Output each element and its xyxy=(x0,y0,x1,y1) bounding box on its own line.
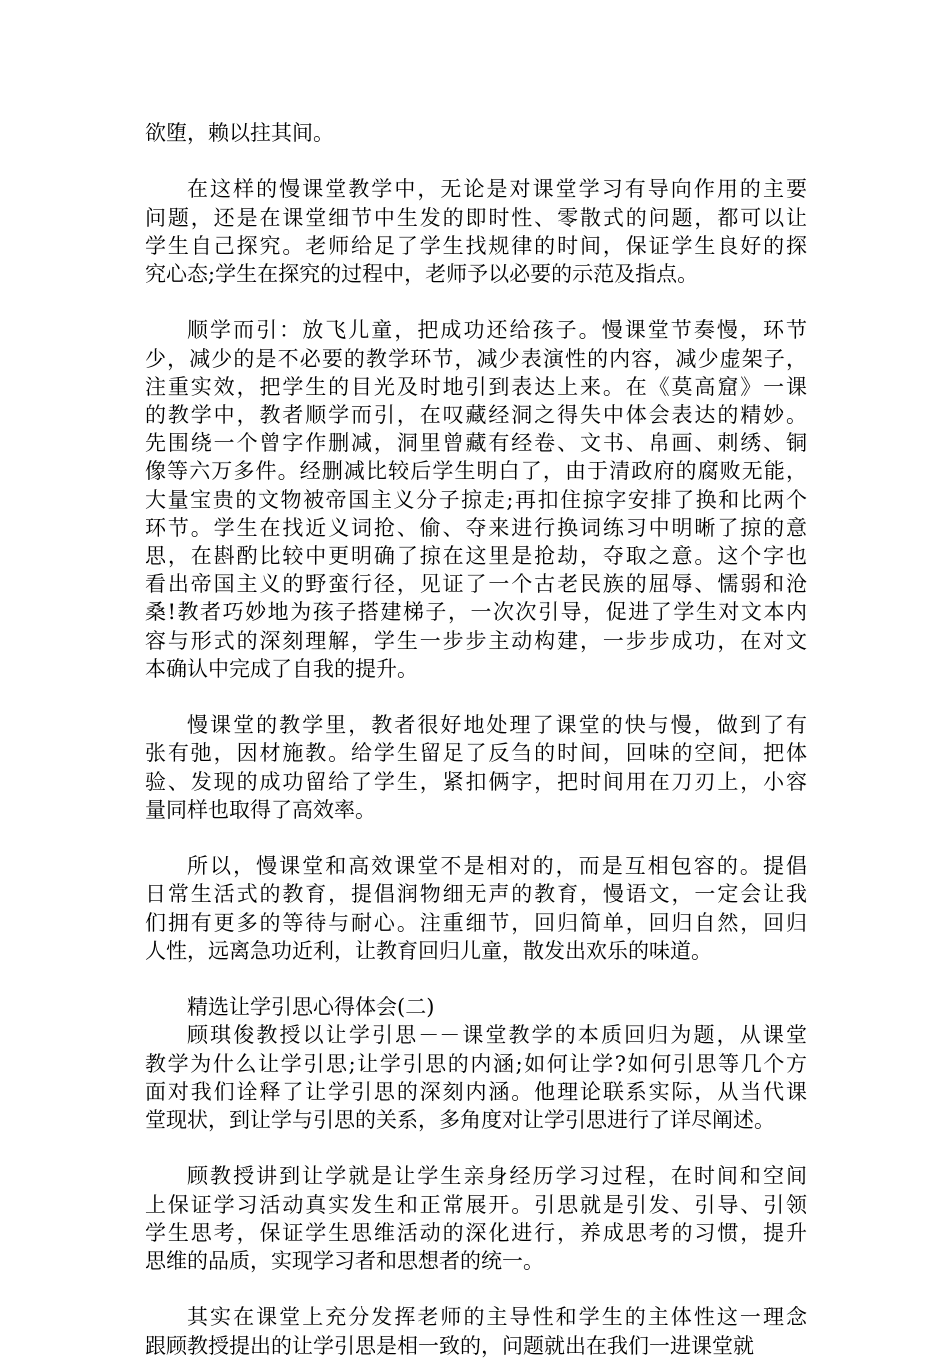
text-line: 顾琪俊教授以让学引思－－课堂教学的本质回归为题，从课堂 xyxy=(187,1023,807,1048)
paragraph-p3 xyxy=(145,711,807,824)
paragraph-p1 xyxy=(145,175,807,288)
paragraph-p5 xyxy=(145,993,807,1021)
text-line: 顾教授讲到让学就是让学生亲身经历学习过程，在时间和空间 xyxy=(187,1164,807,1189)
text-line: 先围绕一个曾字作删减，洞里曾藏有经卷、文书、帛画、刺绣、铜 xyxy=(145,431,807,456)
text-line: 少，减少的是不必要的教学环节，减少表演性的内容，减少虚架子， xyxy=(145,346,807,371)
text-line: 环节。学生在找近义词抢、偷、夺来进行换词练习中明晰了掠的意 xyxy=(145,515,807,540)
text-line: 的教学中，教者顺学而引，在叹藏经洞之得失中体会表达的精妙。 xyxy=(145,403,807,427)
text-line: 问题，还是在课堂细节中生发的即时性、零散式的问题，都可以让 xyxy=(145,205,807,230)
document-page xyxy=(145,119,807,1360)
text-line: 究心态;学生在探究的过程中，老师予以必要的示范及指点。 xyxy=(145,262,699,286)
text-line: 验、发现的成功留给了学生，紧扣俩字，把时间用在刀刃上，小容 xyxy=(145,769,807,794)
text-line: 在这样的慢课堂教学中，无论是对课堂学习有导向作用的主要 xyxy=(187,177,807,202)
text-line: 像等六万多件。经删减比较后学生明白了，由于清政府的腐败无能， xyxy=(145,459,807,484)
paragraph-p2 xyxy=(145,316,807,683)
text-line: 其实在课堂上充分发挥老师的主导性和学生的主体性这一理念 xyxy=(187,1305,807,1330)
text-line: 精选让学引思心得体会(二) xyxy=(187,995,435,1020)
text-line: 人性，远离急功近利，让教育回归儿童，散发出欢乐的味道。 xyxy=(145,938,712,963)
text-line: 量同样也取得了高效率。 xyxy=(145,797,376,822)
text-line: 张有弛，因材施教。给学生留足了反刍的时间，回味的空间，把体 xyxy=(145,741,807,766)
text-line: 堂现状，到让学与引思的关系，多角度对让学引思进行了详尽阐述。 xyxy=(145,1108,775,1133)
text-line: 学生思考，保证学生思维活动的深化进行，养成思考的习惯，提升 xyxy=(145,1220,807,1245)
text-line: 顺学而引：放飞儿童，把成功还给孩子。慢课堂节奏慢，环节 xyxy=(187,318,807,343)
text-line: 上保证学习活动真实发生和正常展开。引思就是引发、引导、引领 xyxy=(145,1192,807,1217)
text-line: 桑!教者巧妙地为孩子搭建梯子，一次次引导，促进了学生对文本内 xyxy=(145,600,807,625)
text-line: 看出帝国主义的野蛮行径，见证了一个古老民族的屈辱、懦弱和沧 xyxy=(145,572,807,597)
text-line: 面对我们诠释了让学引思的深刻内涵。他理论联系实际，从当代课 xyxy=(145,1079,807,1104)
text-line: 所以，慢课堂和高效课堂不是相对的，而是互相包容的。提倡 xyxy=(187,854,807,879)
text-line: 日常生活式的教育，提倡润物细无声的教育，慢语文，一定会让我 xyxy=(145,882,807,907)
text-line: 学生自己探究。老师给足了学生找规律的时间，保证学生良好的探 xyxy=(145,233,807,258)
paragraph-p8 xyxy=(145,1303,807,1359)
text-line: 思，在斟酌比较中更明确了掠在这里是抢劫，夺取之意。这个字也 xyxy=(145,544,807,569)
text-line: 教学为什么让学引思;让学引思的内涵;如何让学?如何引思等几个方 xyxy=(145,1051,807,1076)
text-line: 跟顾教授提出的让学引思是相一致的，问题就出在我们一进课堂就 xyxy=(145,1333,754,1358)
text-line: 欲堕，赖以拄其间。 xyxy=(145,121,334,145)
text-line: 大量宝贵的文物被帝国主义分子掠走;再扣住掠字安排了换和比两个 xyxy=(145,487,807,512)
text-line: 们拥有更多的等待与耐心。注重细节，回归简单，回归自然，回归 xyxy=(145,910,807,935)
text-line: 注重实效，把学生的目光及时地引到表达上来。在《莫高窟》一课 xyxy=(145,374,807,399)
paragraph-p0 xyxy=(145,119,807,147)
paragraph-p7 xyxy=(145,1162,807,1275)
text-line: 慢课堂的教学里，教者很好地处理了课堂的快与慢，做到了有 xyxy=(187,713,807,738)
paragraph-p6 xyxy=(145,1021,807,1134)
text-line: 本确认中完成了自我的提升。 xyxy=(145,656,418,681)
text-line: 容与形式的深刻理解，学生一步步主动构建，一步步成功，在对文 xyxy=(145,628,807,653)
paragraph-p4 xyxy=(145,852,807,965)
text-line: 思维的品质，实现学习者和思想者的统一。 xyxy=(145,1249,544,1274)
